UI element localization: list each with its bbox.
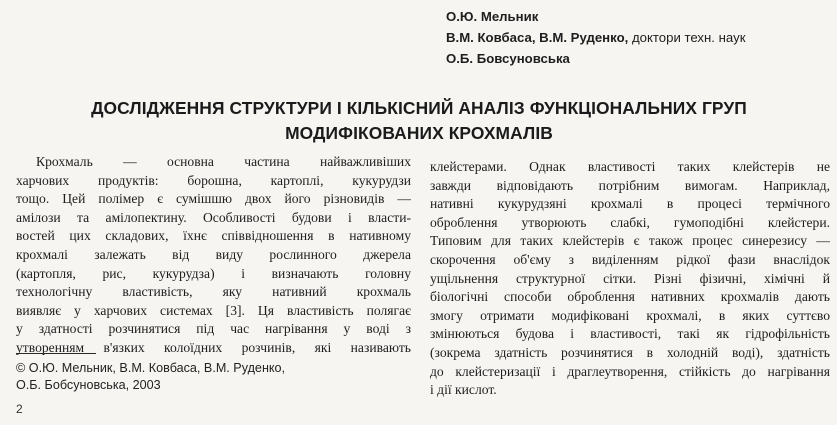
body-line: амілози та амілопектину. Особливості будови і власти- [16, 209, 411, 225]
author-name: О.Б. Бовсуновська [446, 51, 570, 66]
author-affiliation: доктори техн. наук [628, 30, 746, 45]
body-line: утворенням в'язких колоїдних розчинів, які називають [16, 339, 411, 355]
author-name: В.М. Ковбаса, В.М. Руденко, [446, 30, 629, 45]
body-line: крохмалі залежать від виду рослинного джерела [16, 246, 411, 262]
author-line-3 [446, 48, 826, 69]
body-line: (зокрема здатність розчинятися в холодній воді), здатність [430, 344, 830, 360]
body-line: скорочення об'єму з виділенням рідкої фази внаслідок [430, 251, 830, 267]
page-number: 2 [16, 402, 23, 416]
body-line: у здатності розчинятися під час нагрівання у воді з [16, 321, 411, 337]
article-title [24, 96, 814, 146]
footnote-divider [16, 353, 96, 354]
body-line: Типовим для таких клейстерів є також процес синерезису — [430, 233, 830, 249]
title-line-1: ДОСЛІДЖЕННЯ СТРУКТУРИ І КІЛЬКІСНИЙ АНАЛІЗ ФУНКЦІОНАЛЬНИХ ГРУП [91, 98, 747, 118]
authors-block [446, 6, 826, 69]
body-line: технологічну властивість, яку нативний крохмаль [16, 284, 411, 300]
body-line: змогу отримати модифіковані крохмалі, в яких суттєво [430, 307, 830, 323]
body-line: ущільнення структурної сітки. Різні фізичні, хімічні й [430, 270, 830, 286]
right-column [430, 158, 830, 400]
body-line: оброблення утворюють слабкі, гумоподібні клейстери. [430, 214, 830, 230]
body-line: змінюються будова і властивості, такі як гідрофільність [430, 326, 830, 342]
title-line-2: МОДИФІКОВАНИХ КРОХМАЛІВ [285, 123, 553, 143]
author-line-2 [446, 27, 826, 48]
body-line: Крохмаль — основна частина найважливіших [36, 154, 411, 169]
body-line: (картопля, рис, кукурудза) і визначають головну [16, 265, 411, 281]
body-line: до клейстеризації і драглеутворення, стійкість до нагрівання [430, 363, 830, 379]
body-line: виявляє у харчових системах [3]. Ця властивість полягає [16, 302, 411, 318]
body-line: тощо. Цей полімер є сумішшю двох його різновидів — [16, 191, 411, 207]
body-line: клейстерами. Однак властивості таких клейстерів не [430, 159, 830, 174]
left-column [16, 153, 411, 358]
footnote-line-1: © О.Ю. Мельник, В.М. Ковбаса, В.М. Руденко, [16, 361, 286, 375]
author-name: О.Ю. Мельник [446, 9, 539, 24]
body-line: востей цих складових, їхнє співвідношення в нативному [16, 228, 411, 244]
body-line: і дії кислот. [430, 382, 497, 398]
body-line: біологічні способи оброблення нативних крохмалів дають [430, 289, 830, 305]
body-line: нативні кукурудзяні крохмалі в процесі термічного [430, 196, 830, 212]
copyright-footnote [16, 360, 416, 394]
author-line-1 [446, 6, 826, 27]
body-line: завжди відповідають потрібним вимогам. Наприклад, [430, 177, 830, 193]
footnote-line-2: О.Б. Бобсуновська, 2003 [16, 378, 161, 392]
body-line: харчових продуктів: борошна, картоплі, кукурудзи [16, 172, 411, 188]
